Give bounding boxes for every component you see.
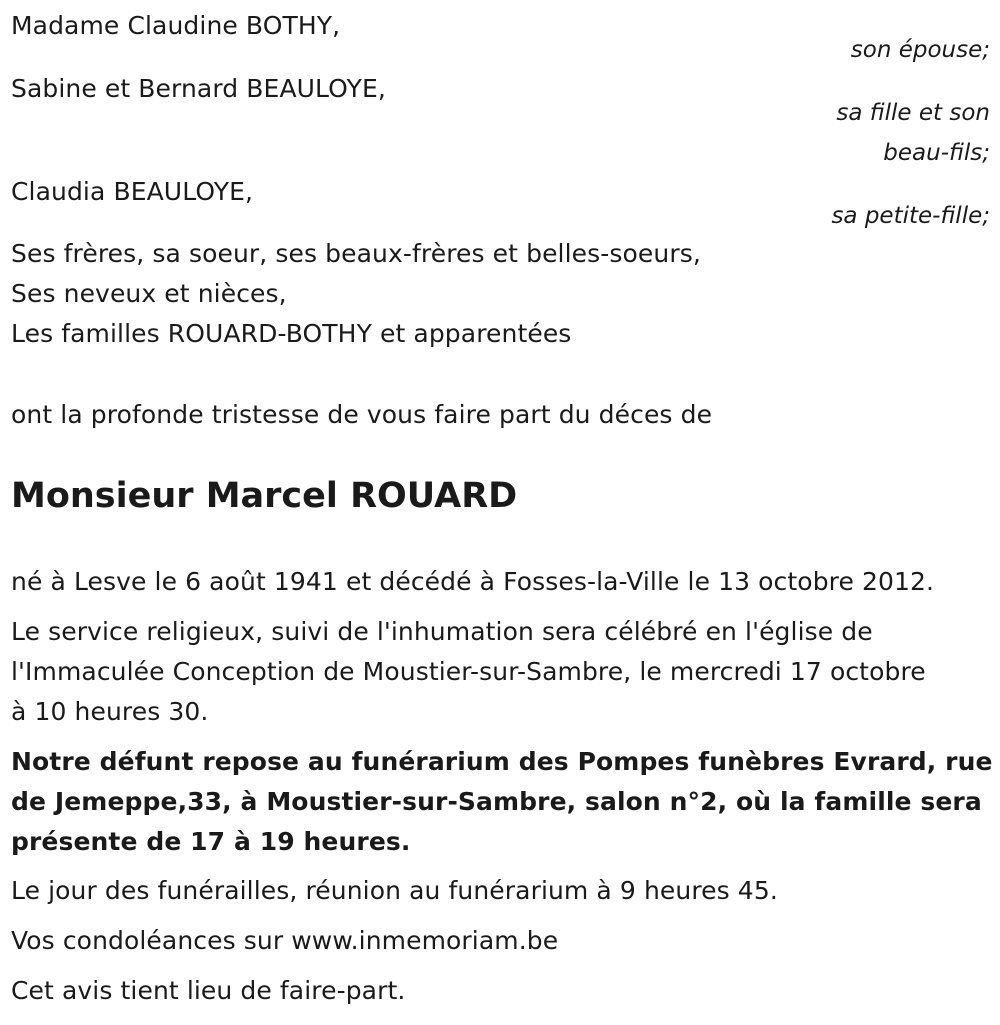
- granddaughter-relation: sa petite-fille;: [831, 203, 990, 229]
- funerarium-line: présente de 17 à 19 heures.: [11, 827, 411, 856]
- funerarium-line: Notre défunt repose au funérarium des Pompes funèbres Evrard, rue: [11, 747, 993, 776]
- condolences-text: Vos condoléances sur www.inmemoriam.be: [11, 926, 559, 955]
- daughter-relation-line2: beau-fils;: [883, 140, 990, 166]
- spouse-relation: son épouse;: [850, 37, 990, 63]
- announcement-text: ont la profonde tristesse de vous faire part du déces de: [11, 400, 713, 429]
- deceased-name: Monsieur Marcel ROUARD: [11, 476, 518, 516]
- daughter-relation-line1: sa fille et son: [836, 100, 990, 126]
- service-line: à 10 heures 30.: [11, 697, 209, 726]
- granddaughter-name: Claudia BEAULOYE,: [11, 177, 254, 206]
- notice-text: Cet avis tient lieu de faire-part.: [11, 976, 406, 1005]
- family-nephews: Ses neveux et nièces,: [11, 279, 287, 308]
- family-related: Les familles ROUARD-BOTHY et apparentées: [11, 319, 572, 348]
- birth-death-text: né à Lesve le 6 août 1941 et décédé à Fosses-la-Ville le 13 octobre 2012.: [11, 567, 935, 596]
- funerarium-line: de Jemeppe,33, à Moustier-sur-Sambre, salon n°2, où la famille sera: [11, 787, 982, 816]
- service-line: l'Immaculée Conception de Moustier-sur-Sambre, le mercredi 17 octobre: [11, 657, 926, 686]
- service-line: Le service religieux, suivi de l'inhumation sera célébré en l'église de: [11, 617, 873, 646]
- funeral-day-text: Le jour des funérailles, réunion au funérarium à 9 heures 45.: [11, 876, 778, 905]
- spouse-name: Madame Claudine BOTHY,: [11, 11, 341, 40]
- family-siblings: Ses frères, sa soeur, ses beaux-frères et belles-soeurs,: [11, 239, 701, 268]
- daughter-name: Sabine et Bernard BEAULOYE,: [11, 74, 386, 103]
